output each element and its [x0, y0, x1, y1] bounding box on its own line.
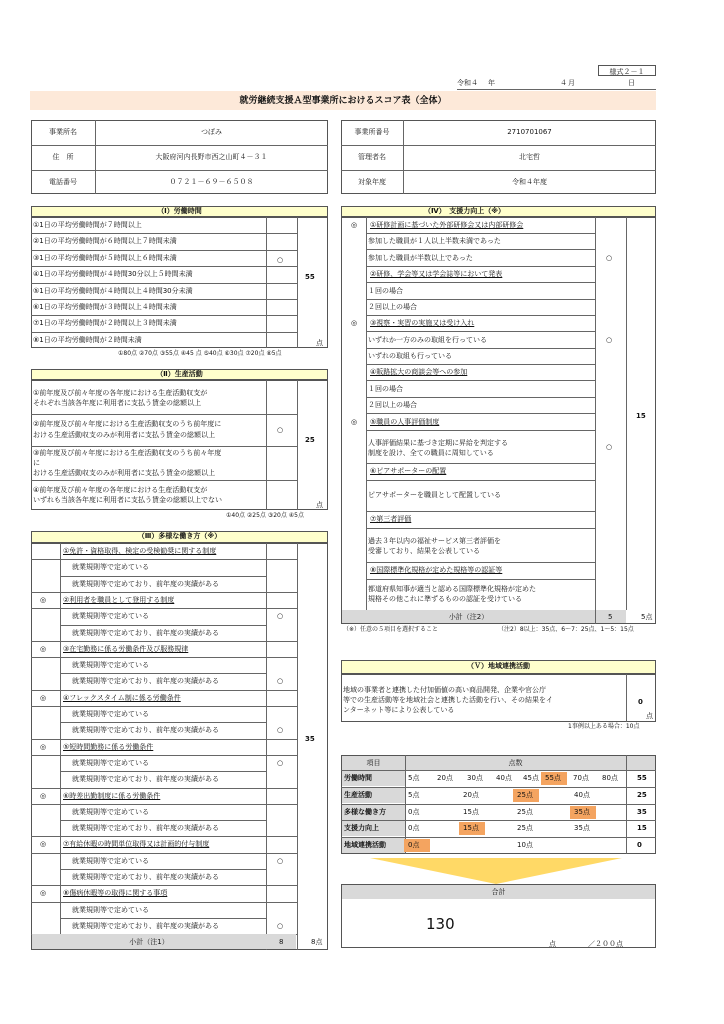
section4-item: ２回以上の場合 [368, 401, 417, 409]
section1-item: ⑤1日の平均労働時間が４時間以上４時間30分未満 [33, 286, 193, 295]
section1-item: ④1日の平均労働時間が４時間30分以上５時間未満 [33, 270, 193, 279]
section3-double-mark: ◎ [40, 644, 47, 653]
summary-item-label: 項目 [366, 759, 381, 767]
summary-row-total: 35 [637, 807, 647, 816]
section2-item: ①前年度及び前々年度の各年度における生産活動収支が [33, 389, 208, 397]
summary-row-name: 地域連携活動 [344, 841, 386, 850]
section3-category: ⑧傷病休暇等の取得に関する事項 [63, 889, 168, 898]
section5-title: （Ｖ）地域連携活動 [467, 662, 530, 670]
section4-double-mark: ◎ [351, 221, 358, 229]
section4-double-mark: ◎ [351, 418, 358, 426]
target-year: 令和４年度 [512, 178, 547, 186]
section4-subtotal-score: 5点 [641, 613, 653, 621]
section4-peer: ⑥ピアサポーターの配置 [370, 467, 447, 475]
summary-cell: 45点 [523, 774, 539, 782]
section2-unit: 点 [316, 501, 323, 509]
section1-item: ②1日の平均労働時間が６時間以上７時間未満 [33, 237, 177, 246]
section4-third-desc-2: 受審しており、結果を公表している [368, 547, 480, 555]
section4-note-scoring: （注2）8以上：35点、6～7：25点、1～5：15点 [498, 626, 634, 633]
address: 大阪府河内長野市西之山町４－３１ [155, 153, 268, 161]
summary-cell: 55点 [545, 774, 561, 782]
total-label: 合計 [491, 888, 506, 896]
section4-third: ⑦第三者評価 [370, 515, 412, 523]
form-number: 様式２－１ [598, 65, 656, 76]
summary-cell: 0点 [408, 807, 420, 816]
section4-item: ③視察・実習の実施又は受け入れ [370, 319, 475, 327]
section3-category: ④フレックスタイム制に係る労働条件 [63, 693, 181, 702]
section1-item: ⑥1日の平均労働時間が３時間以上４時間未満 [33, 303, 177, 311]
manager-name: 北宅哲 [519, 153, 540, 161]
section3-double-mark: ◎ [40, 595, 47, 604]
section3-category: ②利用者を職員として登用する制度 [63, 595, 175, 604]
summary-row-name: 労働時間 [344, 774, 372, 782]
section1-note: ①80点 ②70点 ③55点 ④45 点 ⑤40点 ⑥30点 ⑦20点 ⑧5点 [118, 350, 282, 357]
section4-item: 参加した職員が１人以上半数未満であった [368, 237, 501, 245]
summary-row-total: 25 [637, 790, 647, 799]
section3-sub-rule: 就業規則等で定めている [72, 563, 149, 572]
section4-mark: ○ [606, 336, 613, 344]
office-name: つぼみ [201, 128, 222, 136]
section4-third-desc-1: 過去３年以内の福祉サービス第三者評価を [368, 537, 501, 545]
section2-item: に [33, 459, 40, 467]
section3-sub-record: 就業規則等で定めており、前年度の実績がある [72, 579, 219, 588]
section4-subtotal-label: 小計（注2） [448, 613, 489, 621]
section2-item: ②前年度及び前々年度における生産活動収支のうち前年度に [33, 420, 222, 428]
summary-row-name: 支援力向上 [344, 824, 379, 833]
section2-title: （Ⅱ）生産活動 [156, 370, 203, 378]
summary-cell: 20点 [463, 790, 479, 799]
section4-title: （Ⅳ） 支援力向上（※） [424, 207, 505, 215]
section4-item: ④販路拡大の商談会等への参加 [370, 368, 468, 376]
section3-sub-rule: 就業規則等で定めている [72, 758, 149, 767]
tel-value: ０７２１－６９－６５０８ [169, 178, 254, 186]
summary-cell: 0点 [408, 824, 420, 833]
section4-peer-desc: ピアサポーターを職員として配置している [368, 491, 501, 499]
section4-item: ⑤職員の人事評価制度 [370, 418, 440, 426]
section3-mark: ○ [277, 677, 284, 686]
section3-mark: ○ [277, 612, 284, 621]
section1-item: ⑦1日の平均労働時間が２時間以上３時間未満 [33, 319, 177, 328]
section4-item: いずれか一方のみの取組を行っている [368, 336, 487, 344]
section3-sub-record: 就業規則等で定めており、前年度の実績がある [72, 726, 219, 735]
section4-mark: ○ [606, 443, 613, 451]
summary-cell: 10点 [517, 841, 533, 850]
section4-double-mark: ◎ [351, 319, 358, 327]
section3-sub-record: 就業規則等で定めており、前年度の実績がある [72, 677, 219, 686]
section5-score: 0 [638, 698, 643, 706]
section2-item: おける生産活動収支のみが利用者に支払う賃金の総額以上 [33, 431, 215, 439]
summary-cell: 5点 [408, 774, 420, 782]
section4-score: 15 [636, 412, 646, 420]
section1-mark: ○ [277, 256, 284, 264]
section2-note: ①40点 ②25点 ③20点 ④5点 [226, 512, 304, 519]
section4-item: 参加した職員が半数以上であった [368, 254, 473, 262]
section3-double-mark: ◎ [40, 840, 47, 849]
section3-sub-rule: 就業規則等で定めている [72, 661, 149, 670]
section4-item: ②研修、学会等又は学会誌等において発表 [370, 270, 503, 278]
section3-sub-rule: 就業規則等で定めている [72, 612, 149, 621]
section2-item: ④前年度及び前々年度の各年度における生産活動収支が [33, 486, 208, 494]
date-year-label: 年 [488, 79, 495, 87]
date-day-label: 日 [628, 79, 635, 87]
section3-category: ③在宅勤務に係る労働条件及び服務規律 [63, 644, 189, 653]
section4-eval-desc-1: 人事評価結果に基づき定期に昇給を判定する [368, 439, 508, 447]
summary-cell: 15点 [463, 807, 479, 816]
section2-item: おける生産活動収支のみが利用者に支払う賃金の総額以上 [33, 469, 215, 477]
section3-sub-rule: 就業規則等で定めている [72, 856, 149, 865]
section4-item: ①研修計画に基づいた外部研修会又は内部研修会 [370, 221, 524, 229]
section2-item: それぞれ当該各年度に利用者に支払う賃金の総額以上 [33, 399, 201, 407]
section4-eval-desc-2: 制度を設け、全ての職員に周知している [368, 449, 494, 457]
section3-category: ⑤短時間勤務に係る労働条件 [63, 742, 154, 751]
section3-sub-record: 就業規則等で定めており、前年度の実績がある [72, 628, 219, 637]
summary-cell: 35点 [574, 807, 590, 816]
section5-unit: 点 [646, 712, 653, 720]
section4-intl: ⑧国際標準化規格が定めた規格等の認証等 [370, 566, 503, 574]
section2-item: ③前年度及び前々年度における生産活動収支のうち前々年度 [33, 449, 222, 457]
tel-label: 電話番号 [49, 178, 77, 186]
date-month: ４ [560, 79, 567, 87]
date-era: 令和４ [457, 79, 478, 87]
section3-sub-record: 就業規則等で定めており、前年度の実績がある [72, 921, 219, 930]
section3-double-mark: ◎ [40, 791, 47, 800]
section4-note-select: （※）任意の５項目を選択すること [343, 626, 439, 633]
section4-mark: ○ [606, 254, 613, 262]
summary-cell: 30点 [467, 774, 483, 782]
summary-cell: 40点 [496, 774, 512, 782]
summary-cell: 0点 [408, 841, 420, 850]
section3-double-mark: ◎ [40, 889, 47, 898]
section3-title: （Ⅲ）多様な働き方（※） [137, 532, 222, 540]
section1-title: （Ⅰ）労働時間 [157, 207, 202, 215]
section3-double-mark: ◎ [40, 742, 47, 751]
section1-item: ③1日の平均労働時間が５時間以上６時間未満 [33, 253, 177, 262]
office-name-label: 事業所名 [49, 128, 77, 136]
section4-intl-desc-1: 都道府県知事が適当と認める国際標準化規格が定めた [368, 585, 536, 593]
section3-double-mark: ◎ [40, 693, 47, 702]
summary-cell: 40点 [574, 790, 590, 799]
section3-sub-rule: 就業規則等で定めている [72, 807, 149, 816]
section3-category: ①免許・資格取得、検定の受検勧奨に関する制度 [63, 547, 217, 555]
summary-cell: 25点 [517, 807, 533, 816]
section3-sub-record: 就業規則等で定めており、前年度の実績がある [72, 873, 219, 881]
section3-sub-rule: 就業規則等で定めている [72, 905, 149, 914]
section4-intl-desc-2: 規格その他これに準ずるものの認証を受けている [368, 595, 522, 603]
section4-item: ２回以上の場合 [368, 303, 417, 311]
section3-subtotal-score: 8点 [311, 938, 323, 946]
summary-row-total: 15 [637, 824, 647, 833]
office-number: 2710701067 [507, 128, 552, 136]
target-year-label: 対象年度 [358, 178, 386, 186]
summary-cell: 15点 [463, 824, 479, 833]
summary-cell: 20点 [437, 774, 453, 782]
summary-row-name: 生産活動 [344, 790, 372, 799]
section2-score: 25 [305, 436, 315, 444]
section2-item: いずれも当該各年度に利用者に支払う賃金の総額以上でない [33, 496, 222, 504]
section5-desc-3: ンターネット等により公表している [343, 706, 455, 714]
manager-label: 管理者名 [358, 153, 386, 161]
section3-category: ⑥時差出勤制度に係る労働条件 [63, 791, 161, 800]
summary-row-total: 0 [637, 841, 642, 850]
summary-cell: 70点 [573, 774, 589, 782]
section3-subtotal-count: 8 [279, 938, 284, 946]
section3-mark: ○ [277, 921, 284, 930]
section1-item: ⑧1日の平均労働時間が２時間未満 [33, 335, 142, 344]
section5-desc-2: 等での生産活動等を地域社会と連携した活動を行い、その結果をイ [343, 696, 553, 704]
section4-item: １回の場合 [368, 385, 403, 393]
summary-points-label: 点数 [508, 759, 523, 767]
page-title: 就労継続支援Ａ型事業所におけるスコア表（全体） [239, 96, 447, 106]
section4-item: １回の場合 [368, 287, 403, 295]
summary-cell: 35点 [574, 824, 590, 833]
summary-cell: 25点 [517, 824, 533, 833]
section1-item: ①1日の平均労働時間が７時間以上 [33, 221, 142, 229]
section1-unit: 点 [316, 339, 323, 347]
section2-mark: ○ [277, 426, 284, 434]
section3-score: 35 [305, 735, 315, 743]
section4-item: いずれの取組も行っている [368, 352, 452, 360]
summary-row-name: 多様な働き方 [344, 807, 386, 816]
section3-sub-record: 就業規則等で定めており、前年度の実績がある [72, 775, 219, 784]
section3-mark: ○ [277, 726, 284, 735]
total-max: ／２００点 [588, 940, 623, 948]
section5-desc-1: 地域の事業者と連携した付加価値の高い商品開発、企業や官公庁 [343, 686, 546, 694]
summary-cell: 80点 [602, 774, 618, 782]
section1-score: 55 [305, 273, 315, 281]
summary-cell: 5点 [408, 790, 420, 799]
section3-mark: ○ [277, 856, 284, 865]
summary-cell: 25点 [517, 790, 533, 799]
section3-subtotal-label: 小計（注1） [129, 938, 169, 946]
section3-mark: ○ [277, 758, 284, 767]
summary-row-total: 55 [637, 774, 647, 782]
section3-sub-rule: 就業規則等で定めている [72, 710, 149, 718]
total-arrow [370, 858, 622, 884]
section3-sub-record: 就業規則等で定めており、前年度の実績がある [72, 824, 219, 833]
section4-subtotal-count: 5 [608, 613, 613, 621]
total-unit: 点 [549, 940, 556, 948]
section5-note: 1事例以上ある場合：10点 [568, 723, 640, 730]
office-number-label: 事業所番号 [354, 128, 390, 136]
section3-category: ⑦有給休暇の時間単位取得又は計画的付与制度 [63, 840, 210, 849]
date-month-label: 月 [568, 79, 575, 87]
address-label: 住 所 [52, 153, 74, 161]
total-value: 130 [426, 915, 455, 933]
